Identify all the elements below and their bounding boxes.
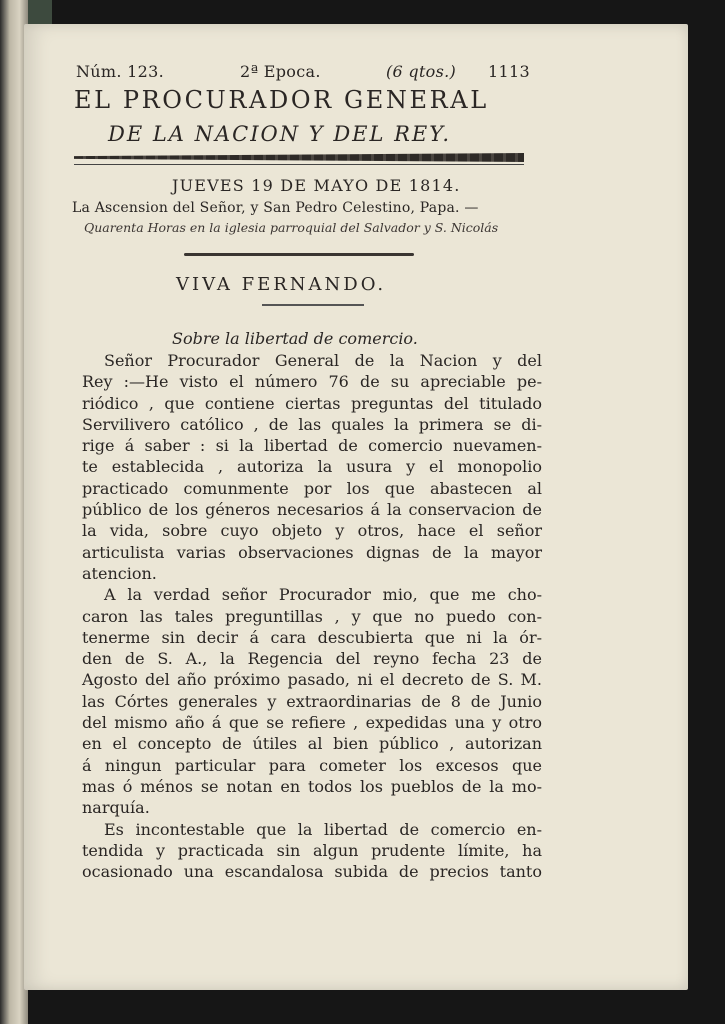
text-line: A la verdad señor Procurador mio, que me cho- — [104, 585, 542, 605]
newspaper-page — [24, 24, 688, 990]
viva-heading: VIVA FERNANDO. — [176, 274, 387, 295]
text-line: Señor Procurador General de la Nacion y del — [104, 351, 542, 370]
newspaper-subtitle: DE LA NACION Y DEL REY. — [108, 122, 452, 146]
title-rule-thin — [74, 164, 524, 165]
article-subhead: Sobre la libertad de comercio. — [172, 329, 418, 348]
text-line: Servilivero católico , de las quales la primera se di- — [82, 414, 542, 434]
ornamental-rule — [184, 253, 414, 256]
text-line: articulista varias observaciones dignas de la mayor — [82, 542, 542, 562]
text-line: del mismo año á que se refiere , expedidas una y otro — [82, 713, 542, 733]
text-line: caron las tales preguntillas , y que no puedo con- — [82, 606, 542, 626]
text-line: Rey :—He visto el número 76 de su apreciable pe- — [82, 372, 542, 392]
text-line: Agosto del año próximo pasado, ni el decreto de S. M. — [82, 670, 542, 690]
text-line: á ningun particular para cometer los excesos que — [82, 755, 542, 775]
issue-number: Núm. 123. — [76, 62, 164, 81]
article-body — [82, 350, 542, 882]
text-line: te establecida , autoriza la usura y el monopolio — [82, 457, 542, 477]
text-line: en el concepto de útiles al bien público , autorizan — [82, 734, 542, 754]
text-line: las Córtes generales y extraordinarias de 8 de Junio — [82, 691, 542, 711]
text-line: Es incontestable que la libertad de comercio en- — [104, 819, 542, 839]
text-line: mas ó ménos se notan en todos los pueblos de la mo- — [82, 776, 542, 796]
forty-hours-line: Quarenta Horas en la iglesia parroquial del Salvador y S. Nicolás — [84, 220, 499, 235]
text-line: tendida y practicada sin algun prudente límite, ha — [82, 840, 542, 860]
heading-underline — [262, 304, 364, 306]
page-number: 1113 — [488, 62, 530, 81]
text-line: riódico , que contiene ciertas preguntas del titulado — [82, 393, 542, 413]
text-line: atencion. — [82, 563, 157, 583]
quartos-label: (6 qtos.) — [386, 62, 457, 81]
text-line: practicado comunmente por los que abastecen al — [82, 478, 542, 498]
text-line: la vida, sobre cuyo objeto y otros, hace el señor — [82, 521, 542, 541]
text-line: tenerme sin decir á cara descubierta que ni la ór- — [82, 627, 542, 647]
text-line: ocasionado una escandalosa subida de precios tanto — [82, 862, 542, 882]
saints-day-line: La Ascension del Señor, y San Pedro Celestino, Papa. — — [72, 200, 479, 216]
text-line: narquía. — [82, 798, 150, 818]
date-line: JUEVES 19 DE MAYO DE 1814. — [172, 176, 461, 195]
epoch-label: 2ª Epoca. — [240, 62, 321, 81]
text-line: rige á saber : si la libertad de comercio nuevamen- — [82, 436, 542, 456]
text-line: den de S. A., la Regencia del reyno fecha 23 de — [82, 649, 542, 669]
newspaper-title: EL PROCURADOR GENERAL — [74, 86, 489, 114]
title-rule-thick — [74, 153, 524, 162]
text-line: público de los géneros necesarios á la conservacion de — [82, 500, 542, 520]
